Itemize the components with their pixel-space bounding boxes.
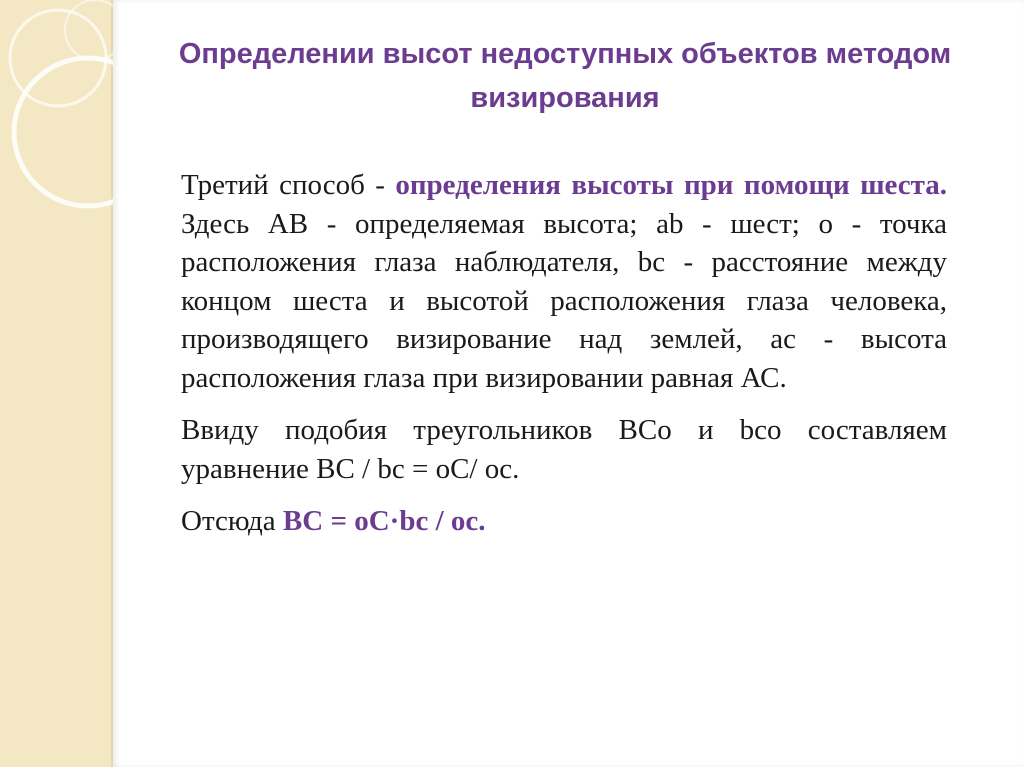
paragraph-text: Здесь АВ - определяемая высота; ab - шест; о - точка расположения глаза наблюдателя, bc - расстояние между концом шеста и высотой расположения глаза человека, производящего визирование над землей, ac - высота расположения глаза при визировании равная АС.	[181, 207, 947, 394]
formula-highlight: ВС = oC·bc / oc.	[282, 505, 486, 537]
method-highlight: определения высоты при помощи шеста.	[395, 169, 947, 201]
paragraph-lead: Третий способ -	[181, 169, 396, 201]
slide-body	[181, 166, 947, 555]
slide-title: Определении высот недоступных объектов методом визирования	[178, 38, 952, 114]
decorative-rings	[0, 0, 113, 767]
ring-large	[14, 58, 113, 206]
paragraph-similarity: Ввиду подобия треугольников ВСо и bco составляем уравнение ВС / bc = oC/ oc.	[181, 414, 947, 485]
result-lead: Отсюда	[181, 505, 283, 537]
paragraph-result	[181, 502, 947, 541]
paragraph-method	[181, 166, 947, 397]
